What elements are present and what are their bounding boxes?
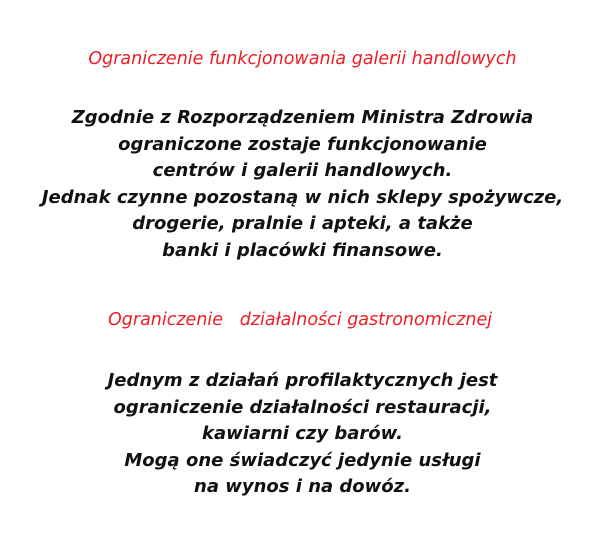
section-1-line: ograniczone zostaje funkcjonowanie	[118, 133, 487, 155]
section-2-heading: Ograniczenie działalności gastronomicznej	[108, 310, 493, 330]
section-1-line: banki i placówki finansowe.	[162, 239, 443, 261]
section-2-body	[0, 368, 605, 501]
section-1-line: drogerie, pralnie i apteki, a także	[132, 213, 473, 234]
section-1-line: Zgodnie z Rozporządzeniem Ministra Zdrowia	[71, 107, 534, 128]
section-1-heading: Ograniczenie funkcjonowania galerii handlowych	[88, 49, 517, 69]
section-2-line: ograniczenie działalności restauracji,	[113, 396, 492, 418]
section-1-line: centrów i galerii handlowych.	[152, 160, 453, 181]
section-2-line: na wynos i na dowóz.	[194, 476, 411, 497]
section-1-line: Jednak czynne pozostaną w nich sklepy spożywcze,	[41, 186, 564, 208]
section-2-line: kawiarni czy barów.	[202, 423, 403, 444]
section-2-line: Jednym z działań profilaktycznych jest	[107, 370, 498, 391]
section-1-body	[0, 105, 605, 264]
section-2-line: Mogą one świadczyć jedynie usługi	[124, 449, 481, 471]
